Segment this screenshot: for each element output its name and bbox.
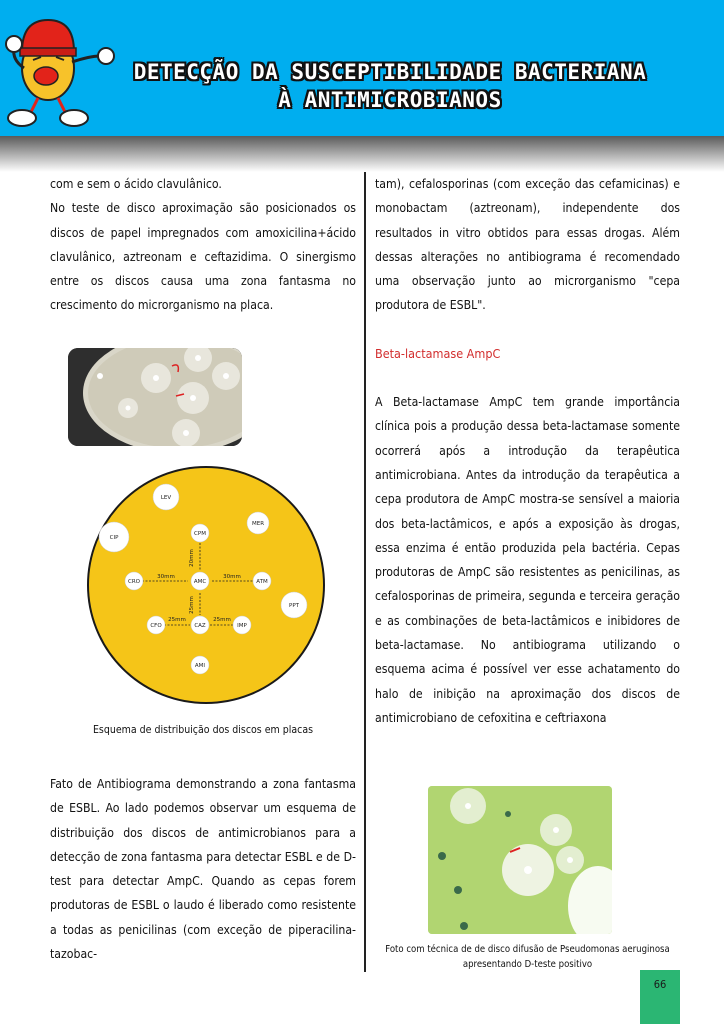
left-paragraph-2: Fato de Antibiograma demonstrando a zona fantasma de ESBL. Ao lado podemos observar um esquema de distribuição dos discos de antimicrobianos para a detecção de zona fantasma para detectar ESBL e de D-test para detectar AmpC. Quando as cepas forem produtoras de ESBL o laudo é liberado como resistente a todas as penicilinas (com exceção de piperacilina-tazobac- (50, 777, 356, 962)
disc-caz: CAZ (194, 623, 206, 629)
distance-cfo-caz: 25mm (168, 617, 186, 623)
right-column (375, 172, 680, 730)
header-shadow (0, 136, 724, 172)
distance-amc-atm: 30mm (223, 574, 241, 580)
disc-mer: MER (251, 521, 265, 527)
page-number: 66 (640, 970, 680, 1024)
photo-caption-line2: apresentando D-teste positivo (462, 959, 593, 970)
subheading-ampc: Beta-lactamase AmpC (375, 345, 501, 361)
left-paragraph-1: No teste de disco aproximação são posicionados os discos de papel impregnados com amoxicilina+ácido clavulânico, aztreonam e ceftazidima. O sinergismo entre os discos causa uma zona fantasma no crescimento do microrganismo na placa. (50, 201, 356, 313)
disc-ppt: PPT (289, 603, 299, 609)
distance-amc-caz: 25mm (189, 596, 195, 614)
left-column (50, 172, 356, 318)
disc-atm: ATM (256, 579, 268, 585)
distance-cro-amc: 30mm (157, 574, 175, 580)
disc-cro: CRO (128, 579, 140, 585)
photo-caption-line1: Foto com técnica de de disco difusão de Pseudomonas aeruginosa (385, 944, 670, 955)
photo-caption (375, 942, 680, 972)
right-paragraph-1: tam), cefalosporinas (com exceção das cefamicinas) e monobactam (aztreonam), independente dos resultados in vitro obtidos para essas drogas. Além dessas alterações no antibiograma é recomendado uma observação junto ao microrganismo "cepa produtora de ESBL". (375, 177, 680, 313)
distance-caz-imp: 25mm (213, 617, 231, 623)
esbl-plate-photo (68, 348, 242, 446)
distance-cpm-amc: 20mm (189, 549, 195, 567)
column-divider (364, 172, 366, 972)
disc-lev: LEV (160, 495, 172, 501)
page-title-line2: À ANTIMICROBIANOS (278, 88, 502, 112)
left-paragraph-1-line1: com e sem o ácido clavulânico. (50, 177, 222, 191)
disc-amc: AMC (193, 579, 207, 585)
d-test-plate-photo (428, 786, 612, 934)
disc-distribution-diagram (86, 465, 326, 705)
disc-cpm: CPM (194, 531, 206, 537)
disc-cfo: CFO (150, 623, 162, 629)
page-title-line1: DETECÇÃO DA SUSCEPTIBILIDADE BACTERIANA (133, 60, 647, 84)
disc-ami: AMI (194, 663, 206, 669)
diagram-caption: Esquema de distribuição dos discos em placas (92, 724, 314, 736)
disc-imp: IMP (237, 623, 247, 629)
page-title (70, 58, 710, 114)
right-paragraph-2: A Beta-lactamase AmpC tem grande importância clínica pois a produção dessa beta-lactamase somente ocorrerá após a introdução da terapêutica antimicrobiana. Antes da introdução da terapêutica a cepa produtora de AmpC mostra-se sensível a maioria dos beta-lactâmicos, e após a exposição às drogas, essa enzima é então produzida pela bactéria. Cepas produtoras de AmpC são resistentes as penicilinas, as cefalosporinas de primeira, segunda e terceira geração e as combinações de beta-lactâmicos e inibidores de beta-lactamase. No antibiograma utilizando o esquema acima é possível ver esse achatamento do halo de inibição na aproximação dos discos de antimicrobiano de cefoxitina e ceftriaxona (375, 395, 680, 725)
disc-cip: CIP (109, 535, 119, 541)
